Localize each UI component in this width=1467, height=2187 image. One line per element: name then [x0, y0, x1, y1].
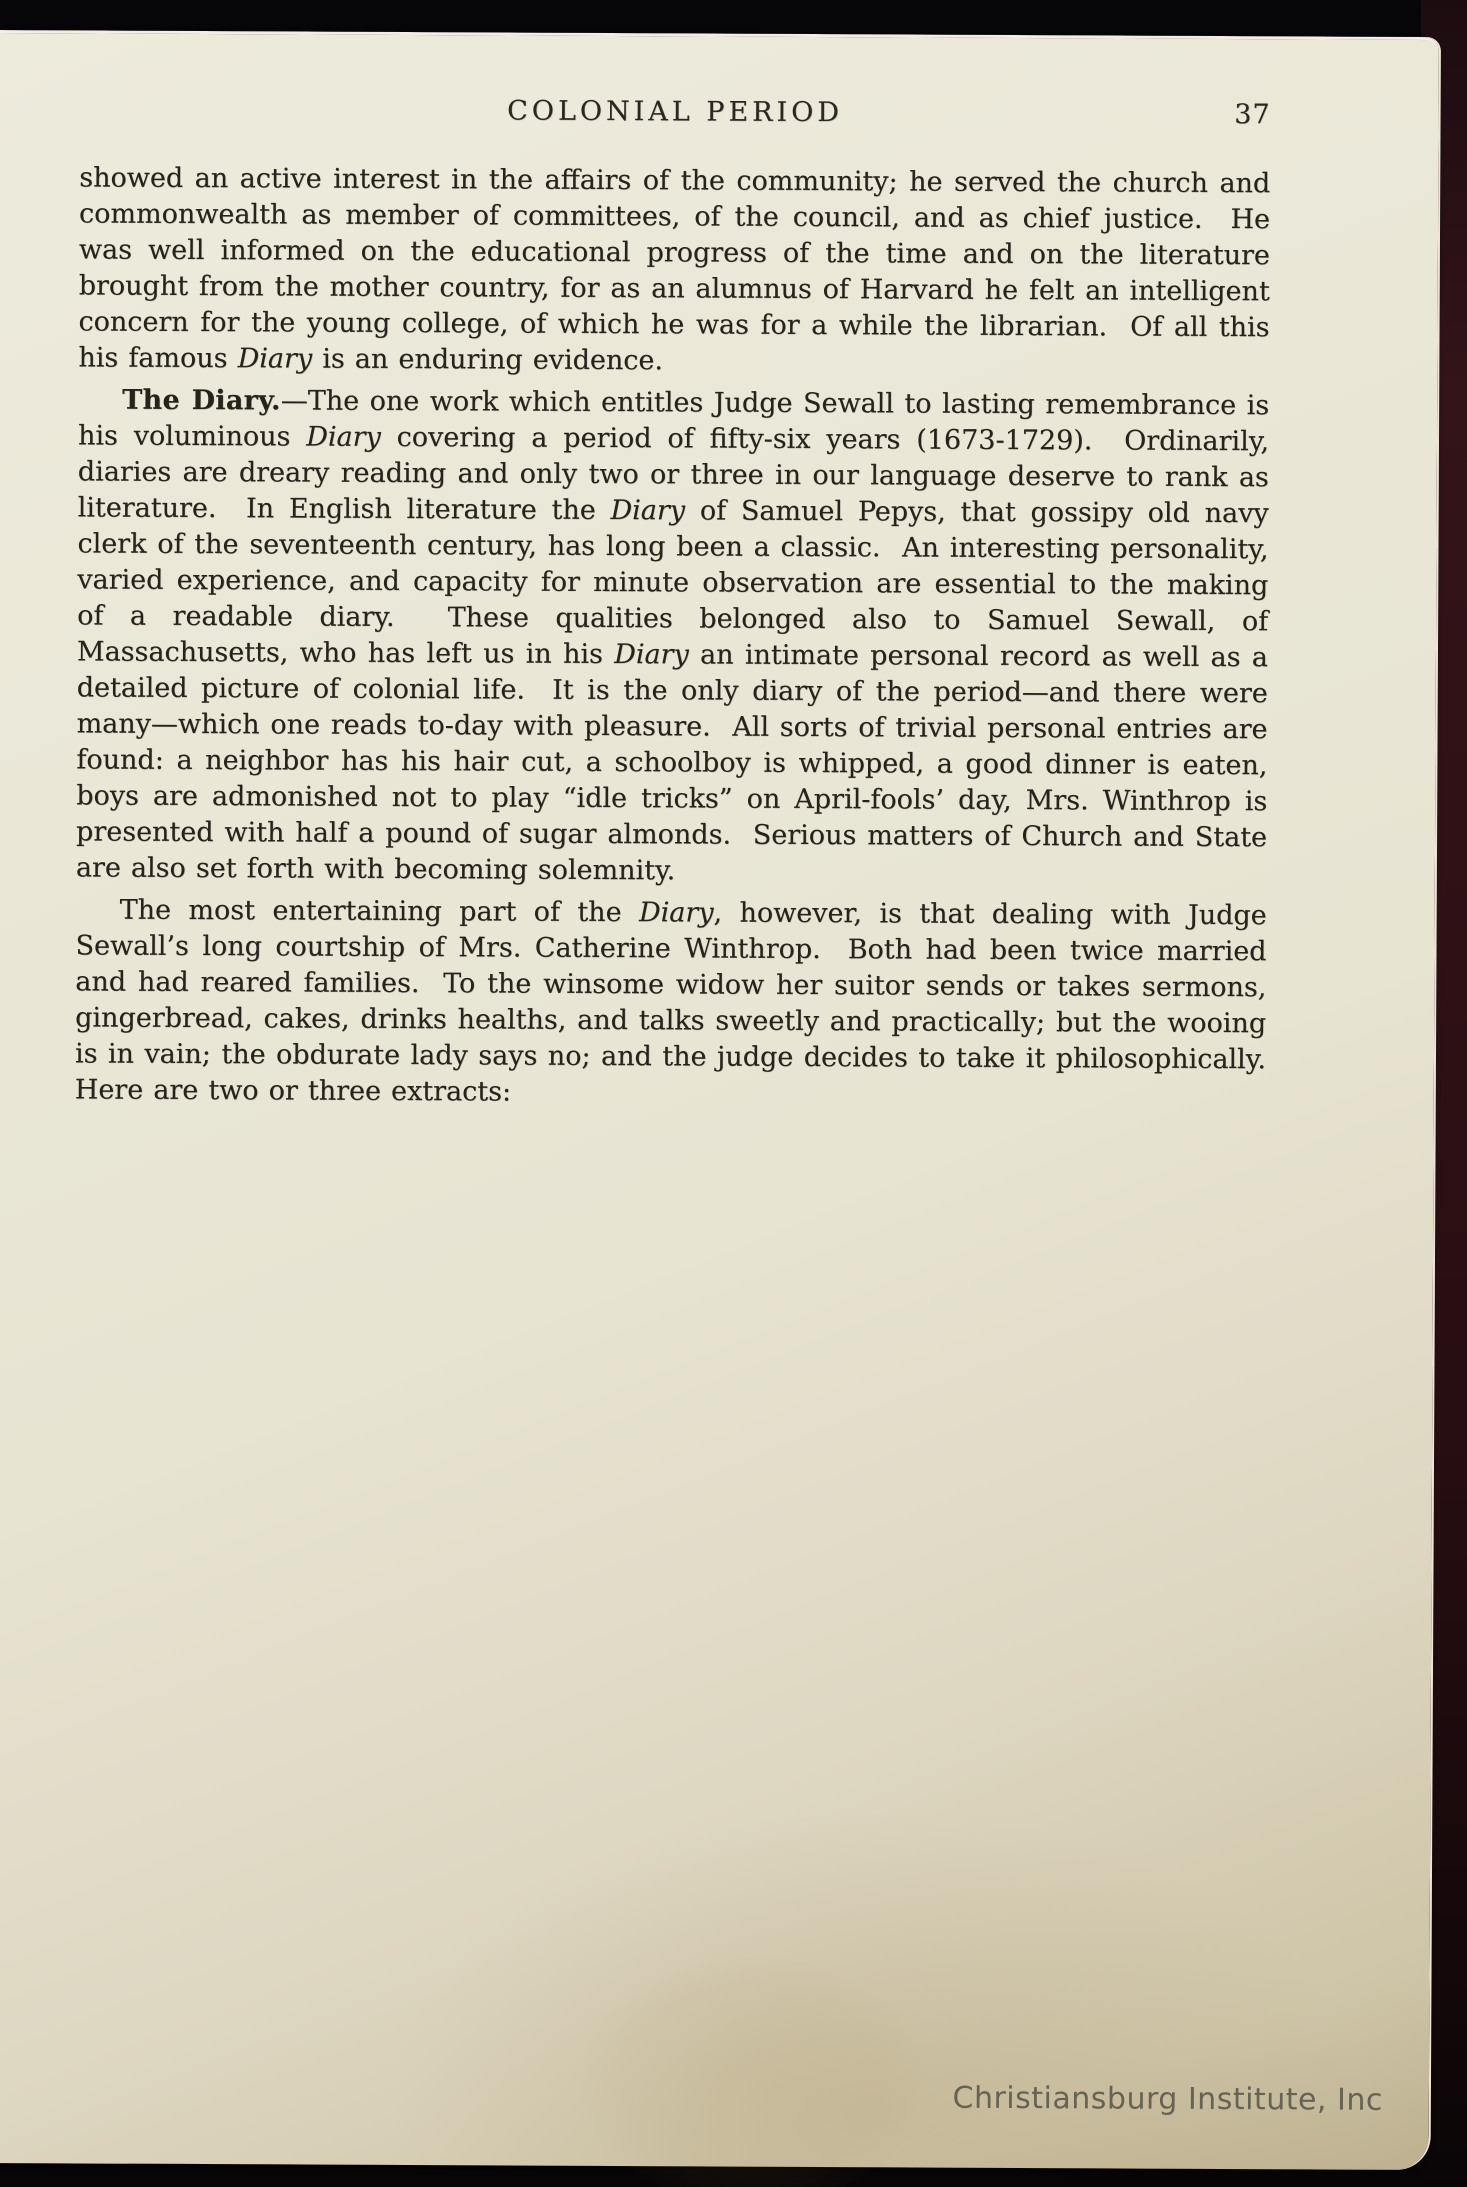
italic-term: Diary: [610, 495, 686, 527]
scanned-page: [0, 30, 1439, 2170]
text-run: , however, is that dealing with Judge Sewall’s long courtship of Mrs. Catherine Winthrop. Both had been twice married and had reared families. To the winsome widow her suitor sends or takes sermons, gingerbread, cakes, drinks healths, and talks sweetly and practically; but the wooing is in vain; the obdurate lady says no; and the judge decides to take it philosophically. Here are two or three extracts:: [74, 897, 1287, 1108]
paragraph: [74, 892, 1287, 1114]
italic-term: Diary: [306, 421, 381, 453]
text-run: is an enduring evidence.: [312, 343, 664, 377]
text-run: covering a period of fifty-six years (1673-1729). Ordinarily, diaries are dreary reading and only two or three in our language deserve to rank as literature. In English literature the: [77, 421, 1280, 527]
text-run: an intimate personal record as well as a detailed picture of colonial life. It is the only diary of the period—and there were many—which one reads to-day with pleasure. All sorts of trivial personal entries are found: a neighbor has his hair cut, a schoolboy is whipped, a good dinner is eaten, boys are admonished not to play “idle tricks” on April-fools’ day, Mrs. Winthrop is presented with half a pound of sugar almonds. Serious matters of Church and State are also set forth with becoming solemnity.: [75, 639, 1279, 887]
italic-term: Diary: [614, 639, 689, 671]
page-text: [74, 160, 1287, 1114]
text-run: The most entertaining part of the: [119, 894, 640, 929]
page-content: [0, 33, 1439, 1115]
paragraph: [75, 382, 1280, 892]
text-run: —The one work which entitles Judge Sewall to lasting remembrance is his voluminous: [77, 385, 1280, 453]
page-number: 37: [1234, 99, 1271, 131]
watermark: Christiansburg Institute, Inc: [952, 2080, 1383, 2118]
italic-term: Diary: [638, 897, 714, 929]
running-header: [80, 93, 1271, 130]
paragraph-lead: The Diary.: [122, 384, 281, 417]
page-stain: [581, 1956, 922, 2187]
paragraph: [78, 160, 1281, 382]
text-run: of Samuel Pepys, that gossipy old navy clerk of the seventeenth century, has long been a classic. An interesting personality, varied experience, and capacity for minute observation are essential to the making of a readable diary. These qualities belonged also to Samuel Sewall, of Massachusetts, who has left us in his: [76, 495, 1279, 671]
italic-term: Diary: [237, 343, 313, 375]
running-header-title: COLONIAL PERIOD: [507, 95, 844, 129]
text-run: showed an active interest in the affairs of the community; he served the church and commonwealth as member of committees, of the council, and as chief justice. He was well informed on the educational progress of the time and on the literature brought from the mother country, for as an alumnus of Harvard he felt an intelligent concern for the young college, of which he was for a while the librarian. Of all this his famous: [78, 162, 1281, 375]
